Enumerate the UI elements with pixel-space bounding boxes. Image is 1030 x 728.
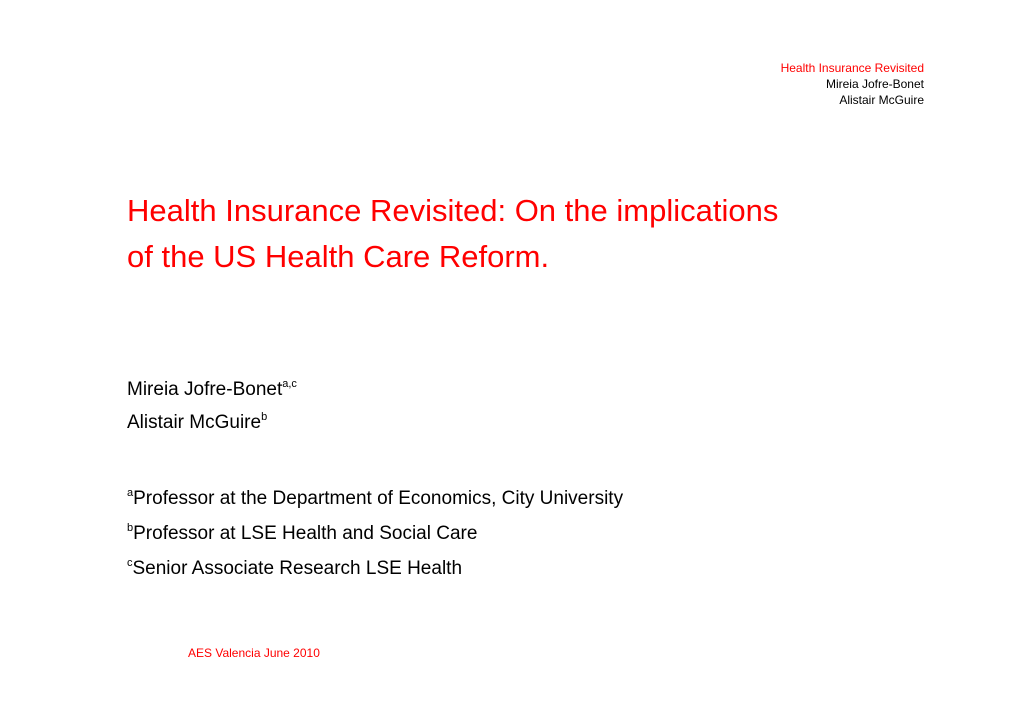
affiliation-item (127, 551, 623, 586)
affiliation-mark: c (127, 557, 133, 569)
running-header (781, 60, 924, 108)
header-author-1: Mireia Jofre-Bonet (825, 77, 924, 91)
author-superscript: a,c (282, 378, 297, 390)
author-name: Mireia Jofre-Bonet (127, 379, 283, 400)
header-author-2: Alistair McGuire (839, 93, 924, 107)
affiliation-mark: a (127, 487, 134, 499)
title-line-2: of the US Health Care Reform. (127, 239, 550, 274)
affiliation-text: Professor at LSE Health and Social Care (133, 523, 478, 544)
affiliation-mark: b (127, 522, 134, 534)
author-name: Alistair McGuire (127, 412, 262, 433)
page-title (127, 188, 947, 280)
affiliation-text: Senior Associate Research LSE Health (132, 558, 463, 579)
affiliation-item (127, 516, 623, 551)
footer-event: AES Valencia June 2010 (188, 646, 320, 660)
author-list (127, 373, 297, 439)
affiliation-list (127, 481, 623, 586)
affiliation-text: Professor at the Department of Economics, City University (133, 488, 624, 509)
author-superscript: b (261, 411, 268, 423)
title-line-1: Health Insurance Revisited: On the implications (127, 193, 779, 228)
header-short-title: Health Insurance Revisited (780, 61, 924, 75)
affiliation-item (127, 481, 623, 516)
author-item (127, 373, 297, 406)
author-item (127, 406, 297, 439)
